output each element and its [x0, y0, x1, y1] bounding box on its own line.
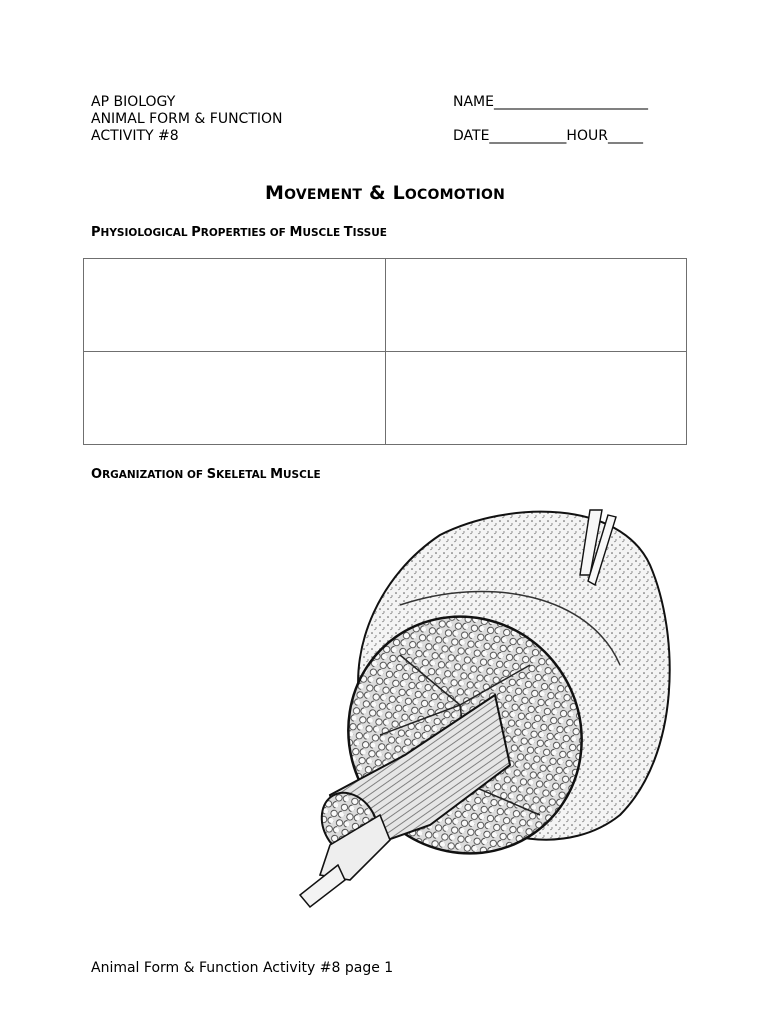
s1-cap-2: P [191, 225, 201, 240]
unit-name: ANIMAL FORM & FUNCTION [91, 111, 283, 127]
title-rest-2: OCOMOTION [404, 187, 505, 203]
answer-cell[interactable] [385, 259, 687, 352]
answer-cell[interactable] [385, 352, 687, 445]
header-student-fields [453, 94, 648, 145]
title-rest-1: OVEMENT [284, 187, 363, 203]
s1-rest-3: USCLE [302, 227, 344, 239]
s2-rest-1: RGANIZATION OF [102, 469, 207, 481]
name-field[interactable]: NAME______________________ [453, 94, 648, 110]
properties-answer-grid [83, 258, 687, 445]
page-footer: Animal Form & Function Activity #8 page 1 [91, 960, 394, 976]
page-title [0, 182, 770, 204]
s1-rest-1: HYSIOLOGICAL [100, 227, 192, 239]
s1-cap-3: M [289, 225, 303, 240]
title-cap-1: M [264, 182, 285, 204]
s2-cap-2: S [206, 467, 217, 482]
skeletal-muscle-cross-section-illustration [290, 495, 690, 925]
answer-cell[interactable] [84, 352, 386, 445]
date-hour-field[interactable]: DATE___________HOUR_____ [453, 128, 643, 144]
s2-cap-1: O [91, 467, 103, 482]
course-name: AP BIOLOGY [91, 94, 176, 110]
activity-number: ACTIVITY #8 [91, 128, 179, 144]
s1-rest-2: ROPERTIES OF [200, 227, 290, 239]
s1-cap-1: P [91, 225, 101, 240]
s2-rest-3: USCLE [283, 469, 321, 481]
s2-rest-2: KELETAL [216, 469, 271, 481]
title-cap-2: L [392, 182, 405, 204]
answer-cell[interactable] [84, 259, 386, 352]
section-heading-properties [91, 224, 387, 240]
s2-cap-3: M [270, 467, 284, 482]
s1-rest-4: ISSUE [352, 227, 387, 239]
title-amp: & [362, 182, 393, 204]
header-course-info [91, 94, 283, 145]
s1-cap-4: T [343, 225, 353, 240]
section-heading-organization [91, 466, 321, 482]
